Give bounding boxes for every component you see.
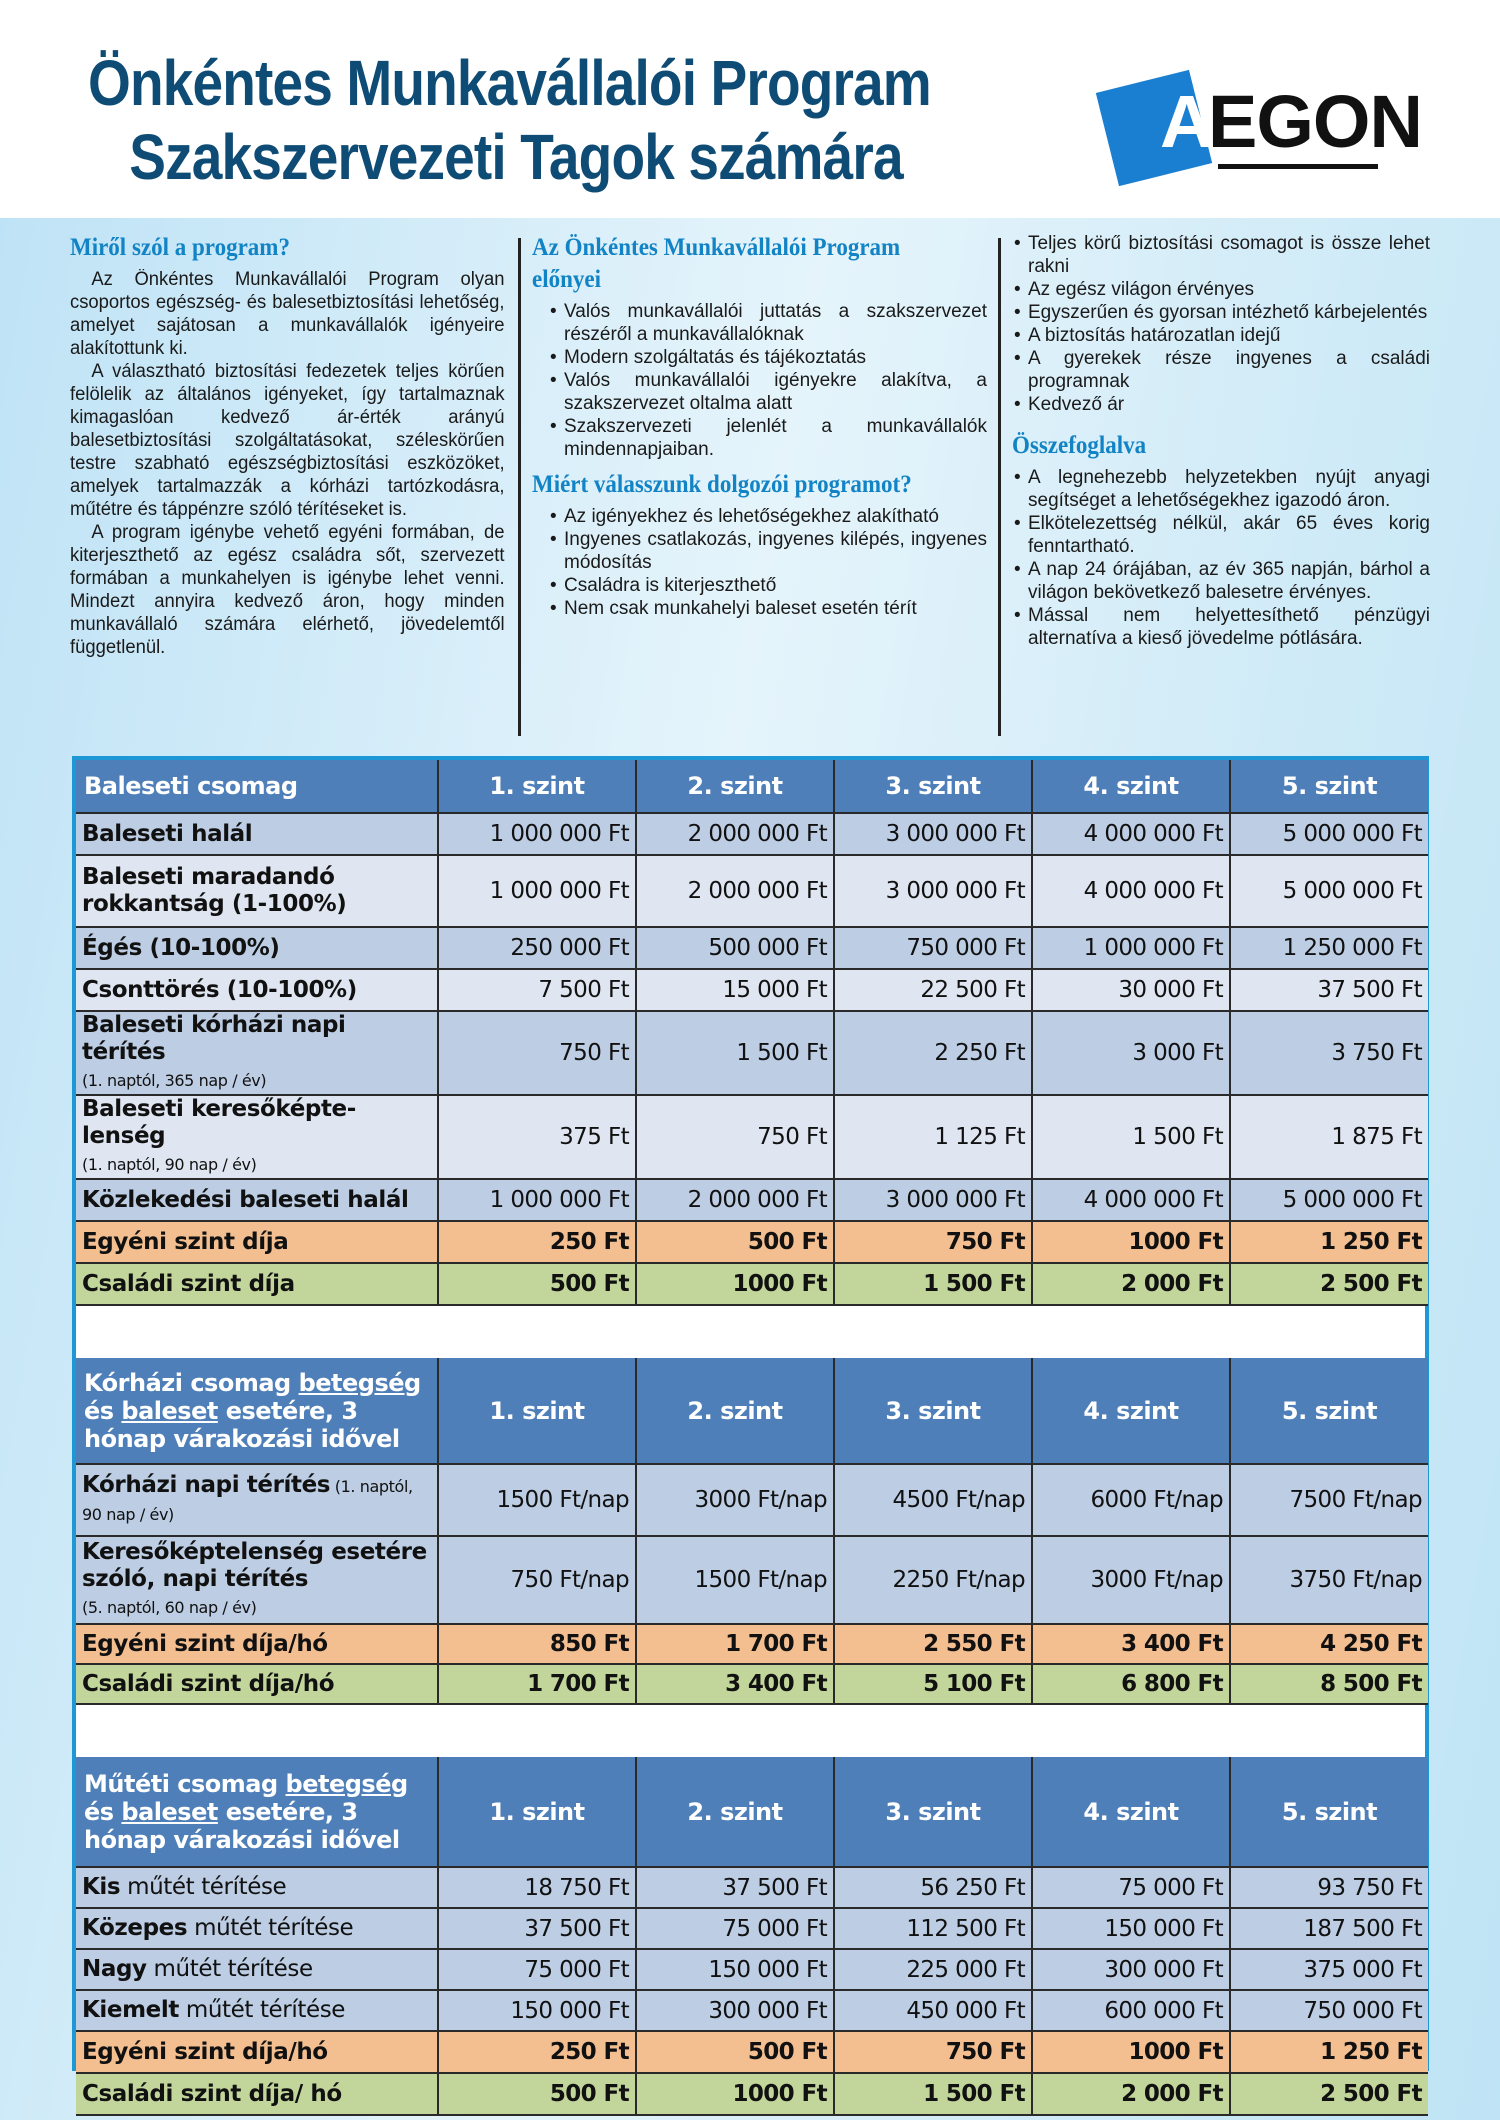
list-item: • Valós munkavállalói igényekre alakítva, a szakszervezet oltalma alatt (550, 369, 987, 415)
list-item: • Mással nem helyettesíthető pénzügyi alternatíva a kieső jövedelme pótlására. (1014, 604, 1430, 650)
value-cell: 2 000 000 Ft (636, 813, 834, 855)
value-cell: 2250 Ft/nap (834, 1536, 1032, 1624)
value-cell: 375 Ft (438, 1095, 636, 1179)
value-cell: 5 000 000 Ft (1230, 813, 1428, 855)
row-label: Kórházi napi térítés (1. naptól, 90 nap / év) (76, 1464, 438, 1536)
value-cell: 750 Ft (636, 1095, 834, 1179)
value-cell: 150 000 Ft (1032, 1908, 1230, 1949)
table-row (76, 927, 1428, 969)
value-cell: 300 000 Ft (1032, 1949, 1230, 1990)
list-item: • Kedvező ár (1014, 393, 1430, 416)
value-cell: 5 000 000 Ft (1230, 855, 1428, 927)
fee-cell: 500 Ft (438, 1263, 636, 1305)
heading-benefits: Az Önkéntes Munkavállalói Program előnyei (532, 234, 901, 293)
value-cell: 6000 Ft/nap (1032, 1464, 1230, 1536)
level-header: 4. szint (1032, 1757, 1230, 1867)
list-item: • A nap 24 órájában, az év 365 napján, bárhol a világon bekövetkező balesetre érvényes. (1014, 558, 1430, 604)
row-label: Egyéni szint díja (76, 1221, 438, 1263)
list-item: • Családra is kiterjeszthető (550, 574, 987, 597)
row-label: Kis műtét térítése (76, 1867, 438, 1908)
row-note: (1. naptól, 365 nap / év) (82, 1071, 267, 1090)
logo-underline (1218, 164, 1378, 169)
value-cell: 225 000 Ft (834, 1949, 1032, 1990)
family-fee-row (76, 1263, 1428, 1305)
value-cell: 600 000 Ft (1032, 1990, 1230, 2031)
fee-cell: 1 250 Ft (1230, 1221, 1428, 1263)
row-label: Keresőképtelenség esetére szóló, napi térítés (5. naptól, 60 nap / év) (76, 1536, 438, 1624)
value-cell: 4 000 000 Ft (1032, 855, 1230, 927)
value-cell: 75 000 Ft (438, 1949, 636, 1990)
aegon-logo (1096, 66, 1422, 186)
value-cell: 4 000 000 Ft (1032, 813, 1230, 855)
fee-cell: 1 700 Ft (636, 1624, 834, 1664)
family-fee-row (76, 2073, 1428, 2115)
fee-cell: 2 500 Ft (1230, 2073, 1428, 2115)
row-note: (1. naptól, 90 nap / év) (82, 1155, 257, 1174)
column-divider (518, 238, 521, 736)
features-list (1012, 232, 1430, 416)
fee-cell: 250 Ft (438, 1221, 636, 1263)
value-cell: 2 250 Ft (834, 1011, 1032, 1095)
fee-cell: 3 400 Ft (636, 1664, 834, 1704)
individual-fee-row (76, 1221, 1428, 1263)
level-header: 1. szint (438, 760, 636, 813)
value-cell: 7500 Ft/nap (1230, 1464, 1428, 1536)
hospital-package-table (76, 1358, 1428, 1705)
value-cell: 1500 Ft/nap (636, 1536, 834, 1624)
table-row (76, 1179, 1428, 1221)
row-label: Közepes műtét térítése (76, 1908, 438, 1949)
table-row (76, 813, 1428, 855)
table-row (76, 855, 1428, 927)
summary-list (1012, 466, 1430, 650)
value-cell: 1 000 000 Ft (438, 855, 636, 927)
table-row (76, 1464, 1428, 1536)
list-item: • Egyszerűen és gyorsan intézhető kárbejelentés (1014, 301, 1430, 324)
fee-cell: 1000 Ft (1032, 1221, 1230, 1263)
value-cell: 150 000 Ft (636, 1949, 834, 1990)
heading-summary: Összefoglalva (1012, 432, 1147, 459)
table-title: Kórházi csomag betegség és baleset esetére, 3 hónap várakozási idővel (76, 1358, 438, 1464)
list-item: • Ingyenes csatlakozás, ingyenes kilépés, ingyenes módosítás (550, 528, 987, 574)
list-item: • Teljes körű biztosítási csomagot is össze lehet rakni (1014, 232, 1430, 278)
fee-cell: 750 Ft (834, 1221, 1032, 1263)
fee-cell: 2 500 Ft (1230, 1263, 1428, 1305)
fee-cell: 5 100 Ft (834, 1664, 1032, 1704)
fee-cell: 850 Ft (438, 1624, 636, 1664)
table-row (76, 1095, 1428, 1179)
list-item: • A legnehezebb helyzetekben nyújt anyagi segítséget a lehetőségekhez igazodó áron. (1014, 466, 1430, 512)
fee-cell: 1000 Ft (636, 1263, 834, 1305)
fee-cell: 750 Ft (834, 2031, 1032, 2073)
table-row (76, 969, 1428, 1011)
heading-about: Miről szól a program? (70, 234, 290, 261)
level-header: 4. szint (1032, 760, 1230, 813)
value-cell: 56 250 Ft (834, 1867, 1032, 1908)
value-cell: 3 000 Ft (1032, 1011, 1230, 1095)
level-header: 5. szint (1230, 760, 1428, 813)
row-label: Baleseti maradandó rokkantság (1-100%) (76, 855, 438, 927)
family-fee-row (76, 1664, 1428, 1704)
row-label: Kiemelt műtét térítése (76, 1990, 438, 2031)
level-header: 1. szint (438, 1757, 636, 1867)
page-title-line1: Önkéntes Munkavállalói Program (88, 47, 931, 119)
value-cell: 3000 Ft/nap (636, 1464, 834, 1536)
list-item: • Az egész világon érvényes (1014, 278, 1430, 301)
fee-cell: 2 000 Ft (1032, 1263, 1230, 1305)
logo-wordmark: EGON (1208, 80, 1422, 163)
table-spacer (76, 1306, 1425, 1358)
row-label: Baleseti kórházi napi térítés (1. naptól, 365 nap / év) (76, 1011, 438, 1095)
fee-cell: 250 Ft (438, 2031, 636, 2073)
value-cell: 450 000 Ft (834, 1990, 1032, 2031)
table-row (76, 1949, 1428, 1990)
value-cell: 300 000 Ft (636, 1990, 834, 2031)
row-label: Égés (10-100%) (76, 927, 438, 969)
fee-cell: 6 800 Ft (1032, 1664, 1230, 1704)
value-cell: 3750 Ft/nap (1230, 1536, 1428, 1624)
list-item: • A gyerekek része ingyenes a családi programnak (1014, 347, 1430, 393)
fee-cell: 1 700 Ft (438, 1664, 636, 1704)
value-cell: 1 500 Ft (636, 1011, 834, 1095)
column-summary (1012, 232, 1430, 737)
page-title-line2: Szakszervezeti Tagok számára (129, 121, 903, 193)
fee-cell: 8 500 Ft (1230, 1664, 1428, 1704)
value-cell: 37 500 Ft (438, 1908, 636, 1949)
value-cell: 93 750 Ft (1230, 1867, 1428, 1908)
row-label: Egyéni szint díja/hó (76, 1624, 438, 1664)
table-row (76, 1536, 1428, 1624)
why-list (532, 505, 987, 620)
value-cell: 2 000 000 Ft (636, 855, 834, 927)
list-item: • Modern szolgáltatás és tájékoztatás (550, 346, 987, 369)
row-label: Közlekedési baleseti halál (76, 1179, 438, 1221)
fee-cell: 1000 Ft (1032, 2031, 1230, 2073)
value-cell: 75 000 Ft (1032, 1867, 1230, 1908)
value-cell: 37 500 Ft (1230, 969, 1428, 1011)
fee-cell: 500 Ft (636, 2031, 834, 2073)
value-cell: 750 000 Ft (1230, 1990, 1428, 2031)
row-label: Baleseti halál (76, 813, 438, 855)
value-cell: 3 000 000 Ft (834, 813, 1032, 855)
paragraph: A választható biztosítási fedezetek teljes körűen felölelik az általános igényeket, így tartalmaznak kimagaslóan kedvező ár-érték arányú balesetbiztosítási szolgáltatásokat, széleskörűen testre szabható egészségbiztosítási eszközöket, amelyek tartalmazzák a kórházi tartózkodásra, műtétre és táppénzre szóló térítéseket is. (70, 361, 505, 520)
fee-cell: 4 250 Ft (1230, 1624, 1428, 1664)
value-cell: 75 000 Ft (636, 1908, 834, 1949)
fee-cell: 1000 Ft (636, 2073, 834, 2115)
value-cell: 150 000 Ft (438, 1990, 636, 2031)
value-cell: 1 250 000 Ft (1230, 927, 1428, 969)
row-note: (1. naptól, 90 nap / év) (82, 1477, 413, 1524)
column-about (70, 232, 505, 737)
table-row (76, 1867, 1428, 1908)
value-cell: 750 Ft/nap (438, 1536, 636, 1624)
page-title (88, 46, 931, 194)
row-label: Családi szint díja/ hó (76, 2073, 438, 2115)
row-label: Családi szint díja (76, 1263, 438, 1305)
fee-cell: 1 250 Ft (1230, 2031, 1428, 2073)
list-item: • Az igényekhez és lehetőségekhez alakítható (550, 505, 987, 528)
level-header: 5. szint (1230, 1757, 1428, 1867)
table-title: Műtéti csomag betegség és baleset esetére, 3 hónap várakozási idővel (76, 1757, 438, 1867)
value-cell: 3000 Ft/nap (1032, 1536, 1230, 1624)
value-cell: 3 000 000 Ft (834, 855, 1032, 927)
column-benefits (532, 232, 987, 737)
value-cell: 15 000 Ft (636, 969, 834, 1011)
benefits-list (532, 300, 987, 461)
table-row (76, 1908, 1428, 1949)
table-row (76, 1990, 1428, 2031)
value-cell: 7 500 Ft (438, 969, 636, 1011)
row-label: Egyéni szint díja/hó (76, 2031, 438, 2073)
value-cell: 3 750 Ft (1230, 1011, 1428, 1095)
value-cell: 1500 Ft/nap (438, 1464, 636, 1536)
value-cell: 250 000 Ft (438, 927, 636, 969)
value-cell: 3 000 000 Ft (834, 1179, 1032, 1221)
value-cell: 22 500 Ft (834, 969, 1032, 1011)
level-header: 2. szint (636, 1757, 834, 1867)
value-cell: 187 500 Ft (1230, 1908, 1428, 1949)
row-note: (5. naptól, 60 nap / év) (82, 1598, 257, 1617)
value-cell: 1 500 Ft (1032, 1095, 1230, 1179)
table-row (76, 1011, 1428, 1095)
list-item: • Elkötelezettség nélkül, akár 65 éves korig fenntartható. (1014, 512, 1430, 558)
intro-columns (70, 232, 1430, 737)
value-cell: 4 000 000 Ft (1032, 1179, 1230, 1221)
paragraph: A program igénybe vehető egyéni formában, de kiterjeszthető az egész családra sőt, szervezett formában a munkahelyen is igénybe lehet venni. Mindezt annyira kedvező áron, hogy minden munkavállaló számára elérhető, jövedelemtől függetlenül. (70, 522, 505, 658)
heading-why-choose: Miért válasszunk dolgozói programot? (532, 471, 912, 498)
row-label: Nagy műtét térítése (76, 1949, 438, 1990)
fee-cell: 2 000 Ft (1032, 2073, 1230, 2115)
pricing-tables (72, 756, 1429, 2107)
value-cell: 1 000 000 Ft (438, 813, 636, 855)
fee-cell: 2 550 Ft (834, 1624, 1032, 1664)
level-header: 1. szint (438, 1358, 636, 1464)
value-cell: 1 875 Ft (1230, 1095, 1428, 1179)
level-header: 2. szint (636, 760, 834, 813)
fee-cell: 1 500 Ft (834, 1263, 1032, 1305)
value-cell: 500 000 Ft (636, 927, 834, 969)
list-item: • Nem csak munkahelyi baleset esetén térít (550, 597, 987, 620)
fee-cell: 500 Ft (636, 1221, 834, 1263)
value-cell: 112 500 Ft (834, 1908, 1032, 1949)
page-header (0, 0, 1500, 218)
paragraph: Az Önkéntes Munkavállalói Program olyan csoportos egészség- és balesetbiztosítási lehetőség, amelyet sajátosan a munkavállalók igényeire alakítottunk ki. (70, 269, 505, 359)
accident-package-table (76, 760, 1428, 1306)
level-header: 3. szint (834, 1358, 1032, 1464)
list-item: • A biztosítás határozatlan idejű (1014, 324, 1430, 347)
individual-fee-row (76, 1624, 1428, 1664)
value-cell: 37 500 Ft (636, 1867, 834, 1908)
logo-letter-a: A (1160, 80, 1214, 163)
row-label: Baleseti keresőképte-lenség (1. naptól, 90 nap / év) (76, 1095, 438, 1179)
level-header: 2. szint (636, 1358, 834, 1464)
table-spacer (76, 1705, 1425, 1757)
value-cell: 18 750 Ft (438, 1867, 636, 1908)
value-cell: 750 000 Ft (834, 927, 1032, 969)
table-header-row (76, 1358, 1428, 1464)
individual-fee-row (76, 2031, 1428, 2073)
row-label: Családi szint díja/hó (76, 1664, 438, 1704)
column-divider (998, 238, 1001, 736)
list-item: • Valós munkavállalói juttatás a szakszervezet részéről a munkavállalóknak (550, 300, 987, 346)
level-header: 3. szint (834, 760, 1032, 813)
value-cell: 1 000 000 Ft (1032, 927, 1230, 969)
fee-cell: 3 400 Ft (1032, 1624, 1230, 1664)
level-header: 5. szint (1230, 1358, 1428, 1464)
list-item: • Szakszervezeti jelenlét a munkavállalók mindennapjaiban. (550, 415, 987, 461)
value-cell: 2 000 000 Ft (636, 1179, 834, 1221)
level-header: 4. szint (1032, 1358, 1230, 1464)
value-cell: 30 000 Ft (1032, 969, 1230, 1011)
value-cell: 1 000 000 Ft (438, 1179, 636, 1221)
surgery-package-table (76, 1757, 1428, 2116)
value-cell: 5 000 000 Ft (1230, 1179, 1428, 1221)
row-label: Csonttörés (10-100%) (76, 969, 438, 1011)
table-header-row (76, 1757, 1428, 1867)
value-cell: 750 Ft (438, 1011, 636, 1095)
value-cell: 1 125 Ft (834, 1095, 1032, 1179)
fee-cell: 1 500 Ft (834, 2073, 1032, 2115)
value-cell: 375 000 Ft (1230, 1949, 1428, 1990)
value-cell: 4500 Ft/nap (834, 1464, 1032, 1536)
table-header-row (76, 760, 1428, 813)
level-header: 3. szint (834, 1757, 1032, 1867)
fee-cell: 500 Ft (438, 2073, 636, 2115)
table-title: Baleseti csomag (76, 760, 438, 813)
